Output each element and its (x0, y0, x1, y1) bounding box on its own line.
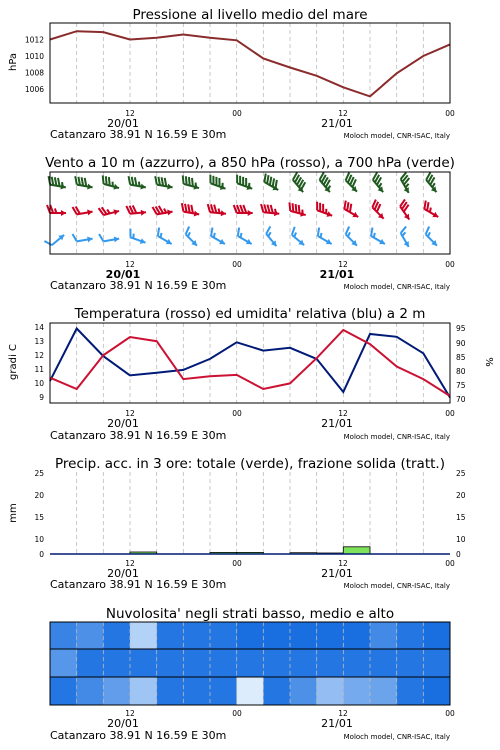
cloud-cell (50, 677, 77, 705)
cloud-cell (77, 649, 104, 677)
cloud-cells (50, 622, 450, 705)
cloud-cell (290, 677, 317, 705)
credit: Moloch model, CNR-ISAC, Italy (343, 283, 450, 291)
cloud-cell (50, 649, 77, 677)
x-tick-label: 12 (125, 709, 135, 718)
date-label: 21/01 (319, 268, 355, 281)
wind-barb-feather (234, 175, 240, 184)
cloud-cell (290, 649, 317, 677)
date-label: 21/01 (321, 717, 353, 730)
wind-barb (72, 204, 93, 218)
date-label: 21/01 (321, 117, 353, 130)
wind-barb (422, 172, 443, 194)
cloud-cell (263, 649, 290, 677)
cloud-cell (237, 677, 264, 705)
x-tick-label: 00 (445, 709, 455, 718)
cloud-cell (183, 622, 210, 649)
wind-barb (72, 231, 93, 245)
pressure-panel (8, 7, 455, 141)
humidity-y-tick: 80 (456, 367, 466, 376)
x-tick-label: 12 (338, 109, 348, 118)
wind-barb-half-feather (427, 232, 431, 236)
wind-barb-head (61, 210, 66, 216)
wind-barb-half-feather (159, 233, 163, 238)
temperature-line (50, 330, 450, 396)
wind-barb-feather (237, 205, 240, 213)
cloud-cell (183, 649, 210, 677)
x-tick-label: 12 (125, 109, 135, 118)
cloud-cell (210, 649, 237, 677)
cloud-cell (237, 649, 264, 677)
wind-barb (99, 231, 120, 245)
cloud-x-axis (50, 709, 455, 742)
cloud-cell (290, 622, 317, 649)
wind-barb (181, 227, 202, 248)
precip-bar (343, 547, 370, 554)
wind-barb-half-feather (132, 234, 135, 239)
wind-barb-half-feather (267, 232, 271, 236)
cloud-cell (370, 649, 397, 677)
x-tick-label: 00 (232, 109, 242, 118)
humidity-y-ticks (456, 324, 466, 404)
wind-barb-head (404, 241, 412, 248)
x-tick-label: 00 (232, 260, 242, 269)
wind-barb-half-feather (429, 208, 433, 213)
wind-barb-half-feather (373, 233, 377, 238)
wind-barb-half-feather (187, 232, 191, 236)
precip-y-tick: 25 (34, 469, 44, 478)
location-line: Catanzaro 38.91 N 16.59 E 30m (50, 729, 227, 742)
wind-barb-head (219, 239, 226, 247)
location-line: Catanzaro 38.91 N 16.59 E 30m (50, 578, 227, 591)
wind-barb-feather (314, 202, 320, 211)
temperature-y-tick: 10 (34, 379, 44, 388)
cloud-cell (103, 649, 130, 677)
credit: Moloch model, CNR-ISAC, Italy (343, 132, 450, 140)
cloud-cell (423, 677, 450, 705)
location-line: Catanzaro 38.91 N 16.59 E 30m (50, 429, 227, 442)
wind-barb-feather (234, 205, 237, 213)
wind-barb-half-feather (431, 183, 435, 187)
x-tick-label: 12 (338, 260, 348, 269)
humidity-line (50, 329, 450, 398)
date-label: 20/01 (107, 717, 139, 730)
x-tick-label: 00 (232, 709, 242, 718)
cloud-cell (317, 649, 344, 677)
cloud-cell (423, 622, 450, 649)
wind-barb-head (352, 212, 359, 220)
location-line: Catanzaro 38.91 N 16.59 E 30m (50, 279, 227, 292)
date-label: 21/01 (321, 567, 353, 580)
wind-barb-feather (128, 229, 134, 238)
precip-y-tick: 0 (39, 550, 44, 559)
wind-barb-head (379, 239, 386, 247)
cloud-cell (157, 677, 184, 705)
wind-barb-feather (399, 226, 407, 233)
wind-barb-half-feather (213, 233, 217, 238)
precip-y-tick: 25 (456, 469, 466, 478)
x-tick-label: 00 (445, 409, 455, 418)
cloud-cell (210, 622, 237, 649)
cloud-cell (77, 677, 104, 705)
temperature-title: Temperatura (rosso) ed umidita' relativa (blu) a 2 m (74, 306, 426, 322)
location-line: Catanzaro 38.91 N 16.59 E 30m (50, 128, 227, 141)
cloud-panel (50, 606, 455, 742)
wind-barb-head (141, 209, 147, 215)
pressure-y-tick: 1010 (24, 52, 44, 61)
date-label: 21/01 (321, 417, 353, 430)
wind-barb (341, 173, 362, 194)
wind-x-axis (50, 260, 455, 292)
pressure-x-axis (50, 109, 455, 141)
wind-barb-feather (44, 239, 51, 247)
date-label: 20/01 (107, 567, 139, 580)
wind-barb-feather (99, 234, 103, 242)
humidity-y-tick: 90 (456, 339, 466, 348)
cloud-cell (397, 649, 424, 677)
x-tick-label: 12 (125, 260, 135, 269)
x-tick-label: 00 (232, 559, 242, 568)
credit: Moloch model, CNR-ISAC, Italy (343, 582, 450, 590)
temperature-y-tick: 11 (34, 365, 44, 374)
cloud-cell (130, 677, 157, 705)
wind-barb-half-feather (378, 183, 382, 187)
wind-barb (369, 172, 390, 194)
x-tick-label: 00 (445, 109, 455, 118)
wind-barb-head (326, 239, 333, 247)
wind-barb (99, 203, 120, 219)
wind-barb-head (404, 187, 412, 194)
wind-barb (421, 227, 442, 248)
precip-y-tick: 15 (34, 513, 44, 522)
cloud-cell (397, 677, 424, 705)
credit: Moloch model, CNR-ISAC, Italy (343, 433, 450, 441)
precip-ylabel: mm (8, 503, 19, 523)
cloud-cell (237, 622, 264, 649)
pressure-frame (50, 23, 450, 103)
precip-gridlines (77, 472, 424, 554)
wind-barb (152, 204, 173, 218)
cloud-cell (210, 677, 237, 705)
x-tick-label: 00 (445, 260, 455, 269)
cloud-cell (263, 677, 290, 705)
precip-panel (8, 456, 466, 591)
temperature-ylabel: gradi C (8, 344, 19, 380)
x-tick-label: 00 (232, 409, 242, 418)
temperature-x-axis (50, 409, 455, 442)
wind-barb-head (221, 210, 227, 216)
cloud-cell (317, 677, 344, 705)
x-tick-label: 12 (338, 709, 348, 718)
pressure-y-tick: 1008 (24, 68, 44, 78)
cloud-cell (77, 622, 104, 649)
wind-barb-half-feather (293, 233, 297, 237)
wind-barb (289, 172, 310, 194)
wind-title: Vento a 10 m (azzurro), a 850 hPa (rosso), a 700 hPa (verde) (45, 155, 455, 171)
temperature-y-tick: 12 (34, 351, 44, 360)
humidity-y-tick: 75 (456, 381, 466, 390)
precip-y-ticks-left (34, 469, 44, 559)
humidity-ylabel: % (483, 357, 494, 367)
precip-bars (130, 547, 370, 554)
precip-y-tick: 20 (456, 491, 466, 500)
cloud-cell (50, 622, 77, 649)
precip-y-ticks-right (456, 469, 466, 559)
temperature-panel (8, 306, 494, 442)
wind-barb (126, 204, 146, 217)
cloud-cell (183, 677, 210, 705)
x-tick-label: 12 (125, 409, 135, 418)
pressure-title: Pressione al livello medio del mare (132, 7, 368, 23)
cloud-cell (317, 622, 344, 649)
pressure-line (50, 31, 450, 96)
wind-barb-head (166, 239, 173, 247)
pressure-y-tick: 1006 (24, 85, 44, 94)
wind-barb (262, 226, 283, 248)
precip-y-tick: 10 (456, 535, 466, 544)
wind-barb-half-feather (347, 232, 351, 236)
x-tick-label: 12 (125, 559, 135, 568)
temperature-y-tick: 13 (34, 337, 44, 346)
wind-barb (341, 227, 362, 248)
pressure-y-ticks (25, 36, 44, 95)
wind-barb (44, 229, 66, 250)
wind-barb-feather (243, 205, 246, 213)
wind-barb-half-feather (325, 209, 328, 214)
wind-barb (396, 199, 416, 221)
humidity-y-tick: 85 (456, 353, 466, 362)
precip-y-tick: 0 (456, 550, 461, 559)
wind-barb (397, 226, 416, 248)
pressure-y-tick: 1012 (24, 35, 44, 45)
wind-barbs (44, 172, 442, 249)
date-label: 20/01 (107, 117, 139, 130)
wind-barb-half-feather (319, 233, 323, 238)
cloud-title: Nuvolosita' negli strati basso, medio e alto (105, 606, 395, 622)
temperature-y-ticks (34, 323, 44, 402)
humidity-y-tick: 95 (456, 324, 466, 333)
cloud-cell (370, 677, 397, 705)
pressure-gridlines (77, 23, 424, 103)
cloud-cell (397, 622, 424, 649)
wind-barb-feather (72, 234, 76, 242)
cloud-cell (103, 677, 130, 705)
temperature-y-tick: 14 (34, 323, 44, 332)
precip-y-tick: 10 (34, 535, 44, 544)
precip-y-tick: 20 (34, 491, 44, 500)
x-tick-label: 00 (445, 559, 455, 568)
wind-panel (44, 155, 455, 292)
wind-barb-feather (240, 205, 243, 213)
humidity-y-tick: 70 (456, 395, 466, 404)
cloud-cell (103, 622, 130, 649)
cloud-cell (370, 622, 397, 649)
pressure-ylabel: hPa (8, 52, 19, 72)
precip-y-tick: 15 (456, 513, 466, 522)
cloud-cell (157, 649, 184, 677)
wind-barb-feather (208, 175, 214, 184)
cloud-cell (157, 622, 184, 649)
credit: Moloch model, CNR-ISAC, Italy (343, 733, 450, 741)
wind-barb-feather (50, 205, 53, 213)
wind-barb-head (246, 239, 253, 247)
precip-title: Precip. acc. in 3 ore: totale (verde), frazione solida (tratt.) (55, 456, 445, 472)
date-label: 20/01 (105, 268, 141, 281)
temperature-y-tick: 9 (39, 393, 44, 402)
wind-barb (315, 172, 336, 194)
wind-barb-head (248, 210, 253, 216)
cloud-cell (130, 622, 157, 649)
x-tick-label: 12 (338, 559, 348, 568)
wind-barb-head (432, 212, 439, 220)
cloud-cell (343, 677, 370, 705)
precip-x-axis (50, 559, 455, 591)
cloud-cell (343, 649, 370, 677)
date-label: 20/01 (107, 417, 139, 430)
cloud-cell (423, 649, 450, 677)
temperature-frame (50, 323, 450, 403)
wind-barb (368, 200, 389, 221)
cloud-cell (130, 649, 157, 677)
cloud-cell (263, 622, 290, 649)
x-tick-label: 12 (338, 409, 348, 418)
wind-barb-half-feather (239, 233, 243, 238)
cloud-cell (343, 622, 370, 649)
wind-barb-half-feather (55, 209, 57, 214)
wind-barb (288, 227, 310, 248)
wind-barb (397, 172, 416, 194)
